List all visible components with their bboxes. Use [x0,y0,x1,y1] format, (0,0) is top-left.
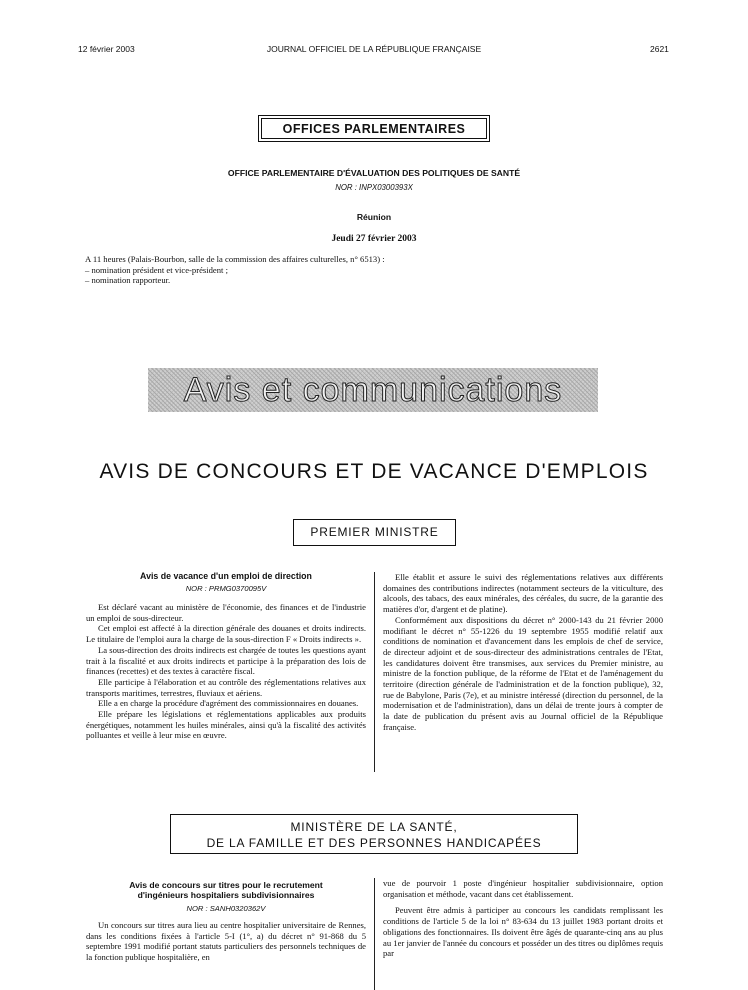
paragraph: Cet emploi est affecté à la direction générale des douanes et droits indirects. Le titulaire de l'emploi aura la charge de la sous-direction F « Droits indirects ». [86,623,366,645]
paragraph: vue de pourvoir 1 poste d'ingénieur hospitalier subdivisionnaire, option organisation et méthode, vacant dans cet établissement. [383,878,663,899]
sante-notice-title-line2: d'ingénieurs hospitaliers subdivisionnaires [137,890,315,900]
pm-right-column [383,572,663,733]
sante-left-column [86,920,366,963]
header-date: 12 février 2003 [78,44,135,54]
agenda-line: – nomination président et vice-président ; [85,264,228,275]
meeting-agenda [85,254,605,286]
paragraph: Elle a en charge la procédure d'agrément des commissionnaires en douanes. [98,698,359,709]
sante-right-column [383,878,663,959]
sante-notice-title [86,880,366,900]
premier-ministre-box: PREMIER MINISTRE [293,519,456,546]
sante-notice-nor: NOR : SANH0320362V [186,904,266,913]
meeting-date: Jeudi 27 février 2003 [331,234,417,244]
offices-nor: NOR : INPX0300393X [335,183,413,192]
column-divider [374,572,375,772]
header-page-number: 2621 [650,44,669,54]
agenda-line: – nomination rapporteur. [85,275,171,286]
paragraph: Peuvent être admis à participer au concours les candidats remplissant les conditions de l'article 5 de la loi n° 83-634 du 13 juillet 1983 portant droits et obligations des fonctionnaires. Ils doivent être âgés de quarante-cinq ans au plus au 1er janvier de l'année du concours et posséder un des titres ou diplômes requis par [383,905,663,959]
agenda-line: A 11 heures (Palais-Bourbon, salle de la commission des affaires culturelles, n° 6513) : [85,254,385,264]
paragraph: Conformément aux dispositions du décret n° 2000-143 du 21 février 2000 modifiant le décret n° 55-1226 du 19 septembre 1955 modifié relatif aux conditions de nomination et d'avancement dans les emplois de chef de service, de directeur adjoint et de sous-directeur des administrations centrales de l'Etat, les candidatures doivent être transmises, aux services du Premier ministre, au ministre de la fonction publique, de la réforme de l'Etat et de l'aménagement du territoire (direction générale de l'administration et de la fonction publique), 32, rue de Babylone, Paris (7e), et au ministre intéressé (direction du personnel, de la modernisation et de l'administration), dans un délai de trente jours à compter de la date de publication du présent avis au Journal officiel de la République française. [383,614,663,732]
paragraph: Elle participe à l'élaboration et au contrôle des réglementations relatives aux transports maritimes, terrestres, fluviaux et aériens. [86,676,366,698]
header-journal-title: JOURNAL OFFICIEL DE LA RÉPUBLIQUE FRANÇAISE [266,44,482,54]
paragraph: Elle prépare les législations et réglementations applicables aux produits énergétiques, notamment les huiles minérales, ainsi qu'à la fiscalité des activités polluantes et veille à leur mise en œuvre. [86,709,366,741]
column-divider [374,878,375,990]
ministere-sante-line1: MINISTÈRE DE LA SANTÉ, [290,820,458,834]
ministere-sante-box [170,814,578,854]
avis-banner [148,368,598,412]
paragraph: Est déclaré vacant au ministère de l'économie, des finances et de l'industrie un emploi de sous-directeur. [86,602,366,623]
office-name: OFFICE PARLEMENTAIRE D'ÉVALUATION DES POLITIQUES DE SANTÉ [227,168,521,178]
paragraph: Elle établit et assure le suivi des réglementations relatives aux différents domaines des contributions indirectes (notamment secteurs de la viticulture, des alcools, des tabacs, des eaux minérales, des céréales, du sucre, de la garantie des matières d'or, d'argent et de platine). [383,572,663,615]
pm-notice-nor: NOR : PRMG0370095V [185,584,267,593]
paragraph: Un concours sur titres aura lieu au centre hospitalier universitaire de Rennes, dans les conditions fixées à l'article 5-I (1°, a) du décret n° 91-868 du 5 septembre 1991 modifié portant statuts particuliers des personnels techniques de la fonction publique hospitalière, en [86,920,366,963]
offices-box-title: OFFICES PARLEMENTAIRES [261,118,487,139]
meeting-label: Réunion [356,212,392,222]
avis-banner-text: Avis et communications [183,370,563,409]
ministere-sante-line2: DE LA FAMILLE ET DES PERSONNES HANDICAPÉES [206,836,542,850]
sante-notice-title-line1: Avis de concours sur titres pour le recrutement [129,880,323,890]
section-title: AVIS DE CONCOURS ET DE VACANCE D'EMPLOIS [99,460,649,483]
offices-box [258,115,490,142]
pm-left-column [86,602,366,741]
pm-notice-title: Avis de vacance d'un emploi de direction [140,571,312,581]
paragraph: La sous-direction des droits indirects est chargée de toutes les questions ayant trait à la fiscalité et aux droits indirects et participe à la préparation des lois de finances (recettes) et des textes à caractère fiscal. [86,644,366,677]
